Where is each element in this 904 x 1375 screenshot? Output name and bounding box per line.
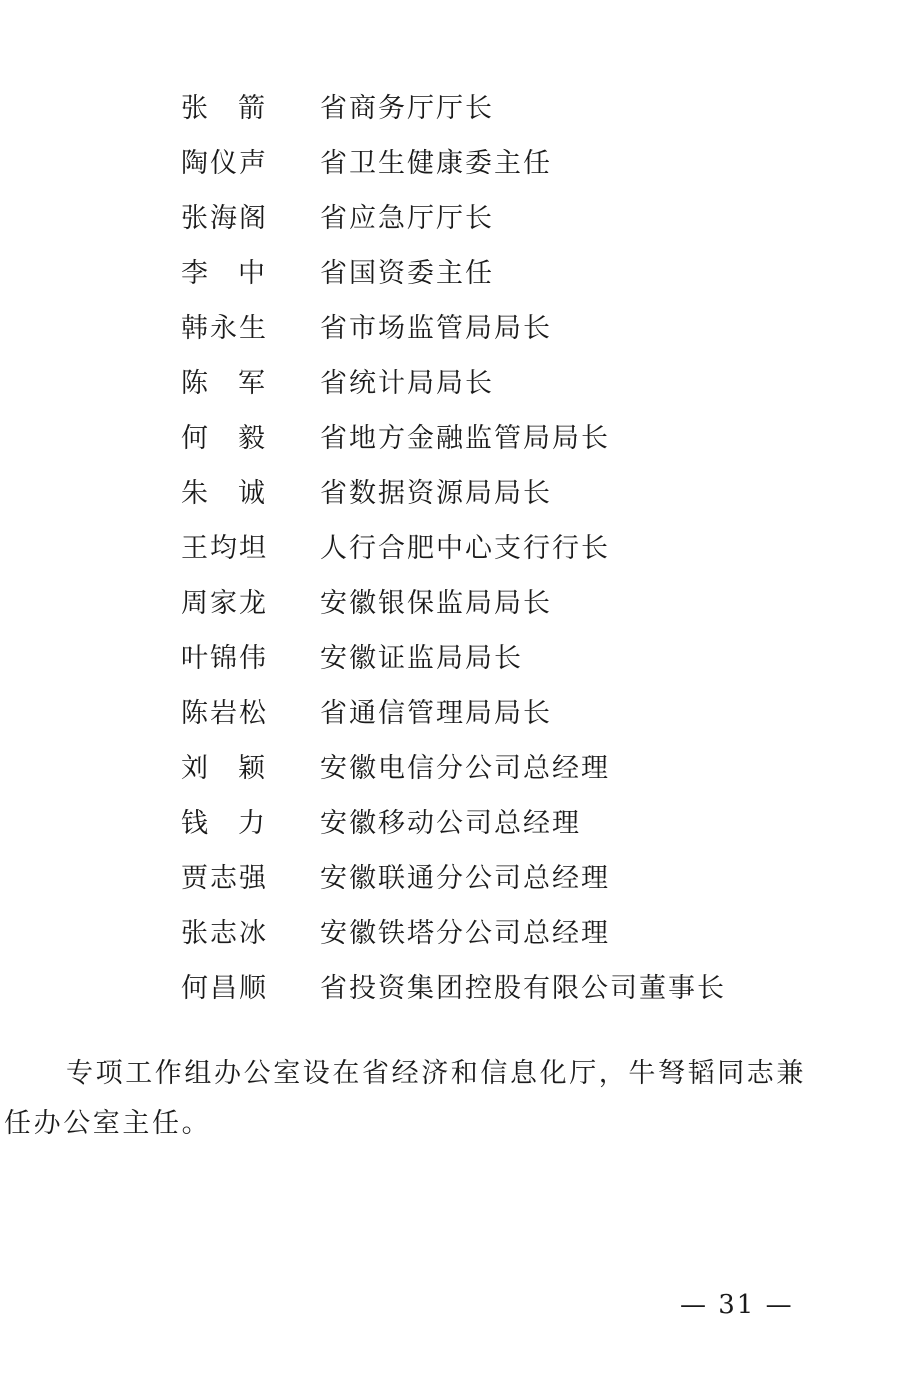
list-item xyxy=(0,689,904,744)
member-name: 王均坦 xyxy=(181,533,268,564)
list-item xyxy=(0,359,904,414)
member-name: 朱 诚 xyxy=(181,478,265,509)
member-title: 安徽联通分公司总经理 xyxy=(320,863,610,894)
member-name: 陈岩松 xyxy=(181,698,268,729)
list-item xyxy=(0,304,904,359)
member-list xyxy=(0,84,904,1019)
member-title: 安徽移动公司总经理 xyxy=(320,808,581,839)
member-name: 李 中 xyxy=(181,258,265,289)
member-name: 张 箭 xyxy=(181,93,265,124)
member-name: 陶仪声 xyxy=(181,148,268,179)
member-title: 省数据资源局局长 xyxy=(320,478,552,509)
page-number: — 31 — xyxy=(680,1290,794,1320)
member-title: 省统计局局长 xyxy=(320,368,494,399)
member-name: 周家龙 xyxy=(181,588,268,619)
member-name: 贾志强 xyxy=(181,863,268,894)
list-item xyxy=(0,634,904,689)
list-item xyxy=(0,249,904,304)
member-title: 安徽银保监局局长 xyxy=(320,588,552,619)
member-title: 省商务厅厅长 xyxy=(320,93,494,124)
list-item xyxy=(0,799,904,854)
member-title: 省通信管理局局长 xyxy=(320,698,552,729)
member-title: 省投资集团控股有限公司董事长 xyxy=(320,973,726,1004)
list-item xyxy=(0,744,904,799)
member-name: 何 毅 xyxy=(181,423,265,454)
member-title: 省国资委主任 xyxy=(320,258,494,289)
member-name: 刘 颖 xyxy=(181,753,265,784)
office-paragraph: 专项工作组办公室设在省经济和信息化厅，牛弩韬同志兼任办公室主任。 xyxy=(4,1058,806,1139)
member-name: 韩永生 xyxy=(181,313,268,344)
list-item xyxy=(0,854,904,909)
member-title: 省市场监管局局长 xyxy=(320,313,552,344)
list-item xyxy=(0,909,904,964)
member-title: 省卫生健康委主任 xyxy=(320,148,552,179)
list-item xyxy=(0,84,904,139)
member-title: 人行合肥中心支行行长 xyxy=(320,533,610,564)
list-item xyxy=(0,139,904,194)
member-name: 张海阁 xyxy=(181,203,268,234)
member-title: 省应急厅厅长 xyxy=(320,203,494,234)
list-item xyxy=(0,414,904,469)
list-item xyxy=(0,579,904,634)
list-item xyxy=(0,469,904,524)
member-title: 安徽证监局局长 xyxy=(320,643,523,674)
member-name: 钱 力 xyxy=(181,808,265,839)
member-title: 安徽铁塔分公司总经理 xyxy=(320,918,610,949)
member-name: 陈 军 xyxy=(181,368,265,399)
member-name: 张志冰 xyxy=(181,918,268,949)
list-item xyxy=(0,524,904,579)
member-title: 安徽电信分公司总经理 xyxy=(320,753,610,784)
member-name: 叶锦伟 xyxy=(181,643,268,674)
list-item xyxy=(0,194,904,249)
member-name: 何昌顺 xyxy=(181,973,268,1004)
member-title: 省地方金融监管局局长 xyxy=(320,423,610,454)
list-item xyxy=(0,964,904,1019)
